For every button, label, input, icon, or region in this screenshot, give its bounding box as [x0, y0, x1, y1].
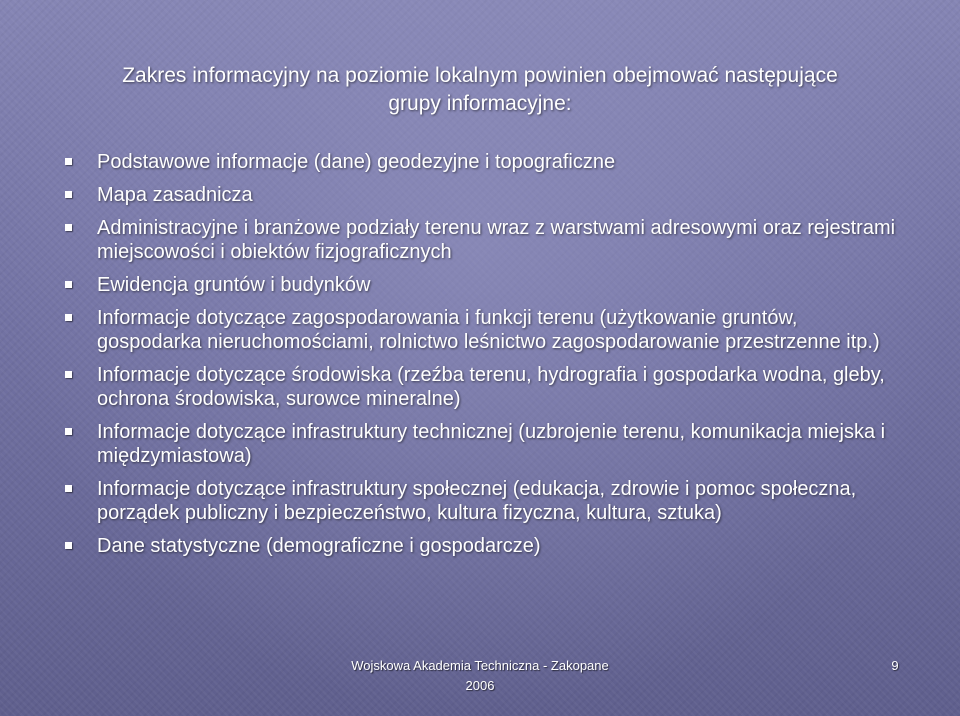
bullet-list [64, 150, 904, 567]
square-bullet-icon [65, 191, 72, 198]
bullet-item [64, 420, 904, 468]
bullet-item-text: Podstawowe informacje (dane) geodezyjne i topograficzne [97, 151, 616, 173]
square-bullet-icon [65, 485, 72, 492]
bullet-item-text: Informacje dotyczące infrastruktury technicznej (uzbrojenie terenu, komunikacja miejska i międzymiastowa) [97, 421, 886, 467]
footer-text [330, 656, 630, 696]
square-bullet-icon [65, 281, 72, 288]
square-bullet-icon [65, 224, 72, 231]
square-bullet-icon [65, 428, 72, 435]
footer-year: 2006 [465, 678, 495, 693]
bullet-item-text: Administracyjne i branżowe podziały terenu wraz z warstwami adresowymi oraz rejestrami miejscowości i obiektów fizjograficznych [97, 217, 896, 263]
square-bullet-icon [65, 158, 72, 165]
square-bullet-icon [65, 314, 72, 321]
bullet-item [64, 150, 904, 174]
slide-title-line-2: grupy informacyjne: [388, 92, 572, 115]
bullet-item [64, 363, 904, 411]
page-number: 9 [891, 658, 899, 673]
bullet-item-text: Mapa zasadnicza [97, 184, 253, 206]
bullet-item-text: Dane statystyczne (demograficzne i gospodarcze) [97, 535, 541, 557]
slide-title [60, 62, 900, 118]
square-bullet-icon [65, 542, 72, 549]
bullet-item-text: Ewidencja gruntów i budynków [97, 274, 371, 296]
bullet-item [64, 216, 904, 264]
bullet-item [64, 183, 904, 207]
bullet-item [64, 477, 904, 525]
bullet-item-text: Informacje dotyczące infrastruktury społecznej (edukacja, zdrowie i pomoc społeczna, porządek publiczny i bezpieczeństwo, kultura fizyczna, kultura, sztuka) [97, 478, 857, 524]
square-bullet-icon [65, 371, 72, 378]
bullet-item [64, 534, 904, 558]
footer-institution: Wojskowa Akademia Techniczna - Zakopane [351, 658, 609, 673]
bullet-item-text: Informacje dotyczące zagospodarowania i funkcji terenu (użytkowanie gruntów, gospodarka nieruchomościami, rolnictwo leśnictwo zagospodarowanie przestrzenne itp.) [97, 307, 880, 353]
slide-title-line-1: Zakres informacyjny na poziomie lokalnym powinien obejmować następujące [122, 64, 838, 87]
bullet-item [64, 306, 904, 354]
bullet-item [64, 273, 904, 297]
bullet-item-text: Informacje dotyczące środowiska (rzeźba terenu, hydrografia i gospodarka wodna, gleby, ochrona środowiska, surowce mineralne) [97, 364, 885, 410]
